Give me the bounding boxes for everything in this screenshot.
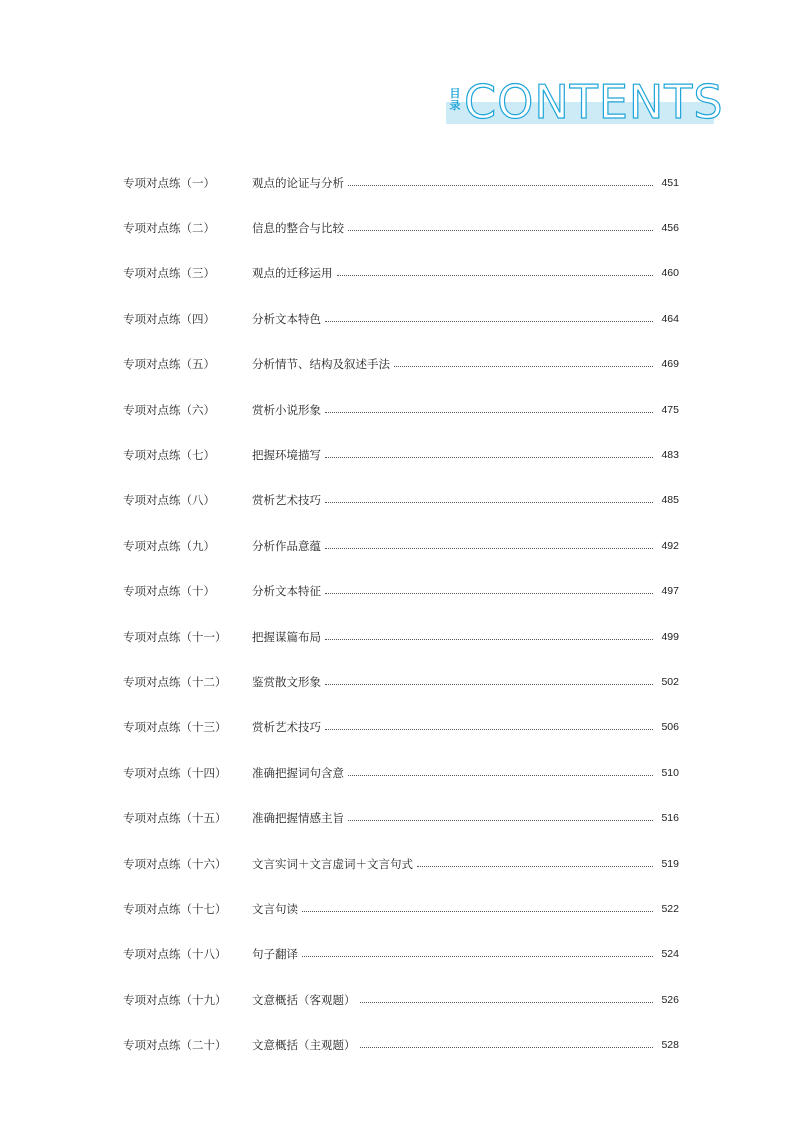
entry-page-number: 456 [661, 222, 679, 235]
entry-page-number: 497 [661, 585, 679, 598]
contents-header [446, 75, 724, 129]
dot-leader [325, 683, 653, 685]
header-cn-title: 目录 [449, 87, 461, 112]
toc-entry[interactable] [123, 1022, 679, 1067]
entry-title: 分析作品意蕴 [252, 538, 321, 553]
toc-entry[interactable] [123, 569, 679, 614]
toc-entry[interactable] [123, 342, 679, 387]
toc-entry[interactable] [123, 387, 679, 432]
entry-label: 专项对点练（十八） [123, 947, 227, 962]
toc-entry[interactable] [123, 478, 679, 523]
dot-leader [325, 456, 653, 458]
toc-entry[interactable] [123, 205, 679, 250]
dot-leader [348, 819, 653, 821]
entry-label: 专项对点练（十六） [123, 856, 227, 871]
entry-title: 分析文本特征 [252, 584, 321, 599]
entry-label: 专项对点练（六） [123, 402, 215, 417]
dot-leader [360, 1046, 654, 1048]
entry-label: 专项对点练（八） [123, 493, 215, 508]
entry-page-number: 516 [661, 812, 679, 825]
toc-entry[interactable] [123, 523, 679, 568]
toc-entry[interactable] [123, 432, 679, 477]
entry-page-number: 483 [661, 449, 679, 462]
entry-title: 鉴赏散文形象 [252, 674, 321, 689]
entry-label: 专项对点练（四） [123, 311, 215, 326]
toc-entry[interactable] [123, 977, 679, 1022]
toc-entry[interactable] [123, 750, 679, 795]
dot-leader [325, 592, 653, 594]
dot-leader [325, 638, 653, 640]
entry-label: 专项对点练（十五） [123, 811, 227, 826]
entry-title: 把握环境描写 [252, 448, 321, 463]
entry-label: 专项对点练（二十） [123, 1038, 227, 1053]
entry-title: 文意概括（客观题） [252, 992, 356, 1007]
toc-entry[interactable] [123, 659, 679, 704]
dot-leader [302, 910, 653, 912]
toc-entry[interactable] [123, 932, 679, 977]
entry-page-number: 451 [661, 176, 679, 189]
entry-page-number: 526 [661, 993, 679, 1006]
entry-title: 文言句读 [252, 901, 298, 916]
entry-label: 专项对点练（三） [123, 266, 215, 281]
entry-title: 赏析艺术技巧 [252, 493, 321, 508]
entry-title: 准确把握词句含意 [252, 765, 344, 780]
entry-page-number: 460 [661, 267, 679, 280]
dot-leader [337, 274, 654, 276]
entry-title: 分析情节、结构及叙述手法 [252, 357, 390, 372]
toc-entry[interactable] [123, 886, 679, 931]
entry-label: 专项对点练（十二） [123, 674, 227, 689]
entry-title: 赏析小说形象 [252, 402, 321, 417]
entry-title: 分析文本特色 [252, 311, 321, 326]
dot-leader [325, 547, 653, 549]
entry-title: 文言实词＋文言虚词＋文言句式 [252, 856, 413, 871]
dot-leader [348, 184, 653, 186]
entry-page-number: 469 [661, 358, 679, 371]
entry-label: 专项对点练（十一） [123, 629, 227, 644]
entry-page-number: 510 [661, 766, 679, 779]
dot-leader [325, 320, 653, 322]
entry-page-number: 506 [661, 721, 679, 734]
dot-leader [325, 728, 653, 730]
entry-title: 观点的迁移运用 [252, 266, 333, 281]
dot-leader [348, 774, 653, 776]
dot-leader [325, 411, 653, 413]
dot-leader [302, 955, 653, 957]
dot-leader [325, 501, 653, 503]
entry-title: 赏析艺术技巧 [252, 720, 321, 735]
dot-leader [348, 229, 653, 231]
header-en-title: CONTENTS [464, 75, 724, 129]
entry-page-number: 502 [661, 675, 679, 688]
entry-title: 把握谋篇布局 [252, 629, 321, 644]
dot-leader [394, 365, 653, 367]
entry-page-number: 519 [661, 857, 679, 870]
entry-page-number: 528 [661, 1039, 679, 1052]
entry-title: 文意概括（主观题） [252, 1038, 356, 1053]
entry-label: 专项对点练（一） [123, 175, 215, 190]
entry-label: 专项对点练（五） [123, 357, 215, 372]
entry-page-number: 475 [661, 403, 679, 416]
toc-entry[interactable] [123, 160, 679, 205]
toc-entry[interactable] [123, 705, 679, 750]
entry-label: 专项对点练（十三） [123, 720, 227, 735]
toc-entry[interactable] [123, 841, 679, 886]
entry-label: 专项对点练（十九） [123, 992, 227, 1007]
entry-title: 观点的论证与分析 [252, 175, 344, 190]
dot-leader [360, 1001, 654, 1003]
entry-page-number: 464 [661, 312, 679, 325]
entry-page-number: 499 [661, 630, 679, 643]
entry-label: 专项对点练（十七） [123, 901, 227, 916]
entry-label: 专项对点练（二） [123, 221, 215, 236]
toc-entry[interactable] [123, 251, 679, 296]
entry-page-number: 485 [661, 494, 679, 507]
entry-page-number: 522 [661, 902, 679, 915]
entry-label: 专项对点练（七） [123, 448, 215, 463]
table-of-contents [123, 160, 679, 1068]
entry-label: 专项对点练（九） [123, 538, 215, 553]
entry-page-number: 492 [661, 539, 679, 552]
toc-entry[interactable] [123, 296, 679, 341]
toc-entry[interactable] [123, 614, 679, 659]
toc-entry[interactable] [123, 795, 679, 840]
dot-leader [417, 865, 653, 867]
entry-label: 专项对点练（十） [123, 584, 215, 599]
entry-title: 句子翻译 [252, 947, 298, 962]
entry-title: 信息的整合与比较 [252, 221, 344, 236]
entry-title: 准确把握情感主旨 [252, 811, 344, 826]
entry-label: 专项对点练（十四） [123, 765, 227, 780]
entry-page-number: 524 [661, 948, 679, 961]
